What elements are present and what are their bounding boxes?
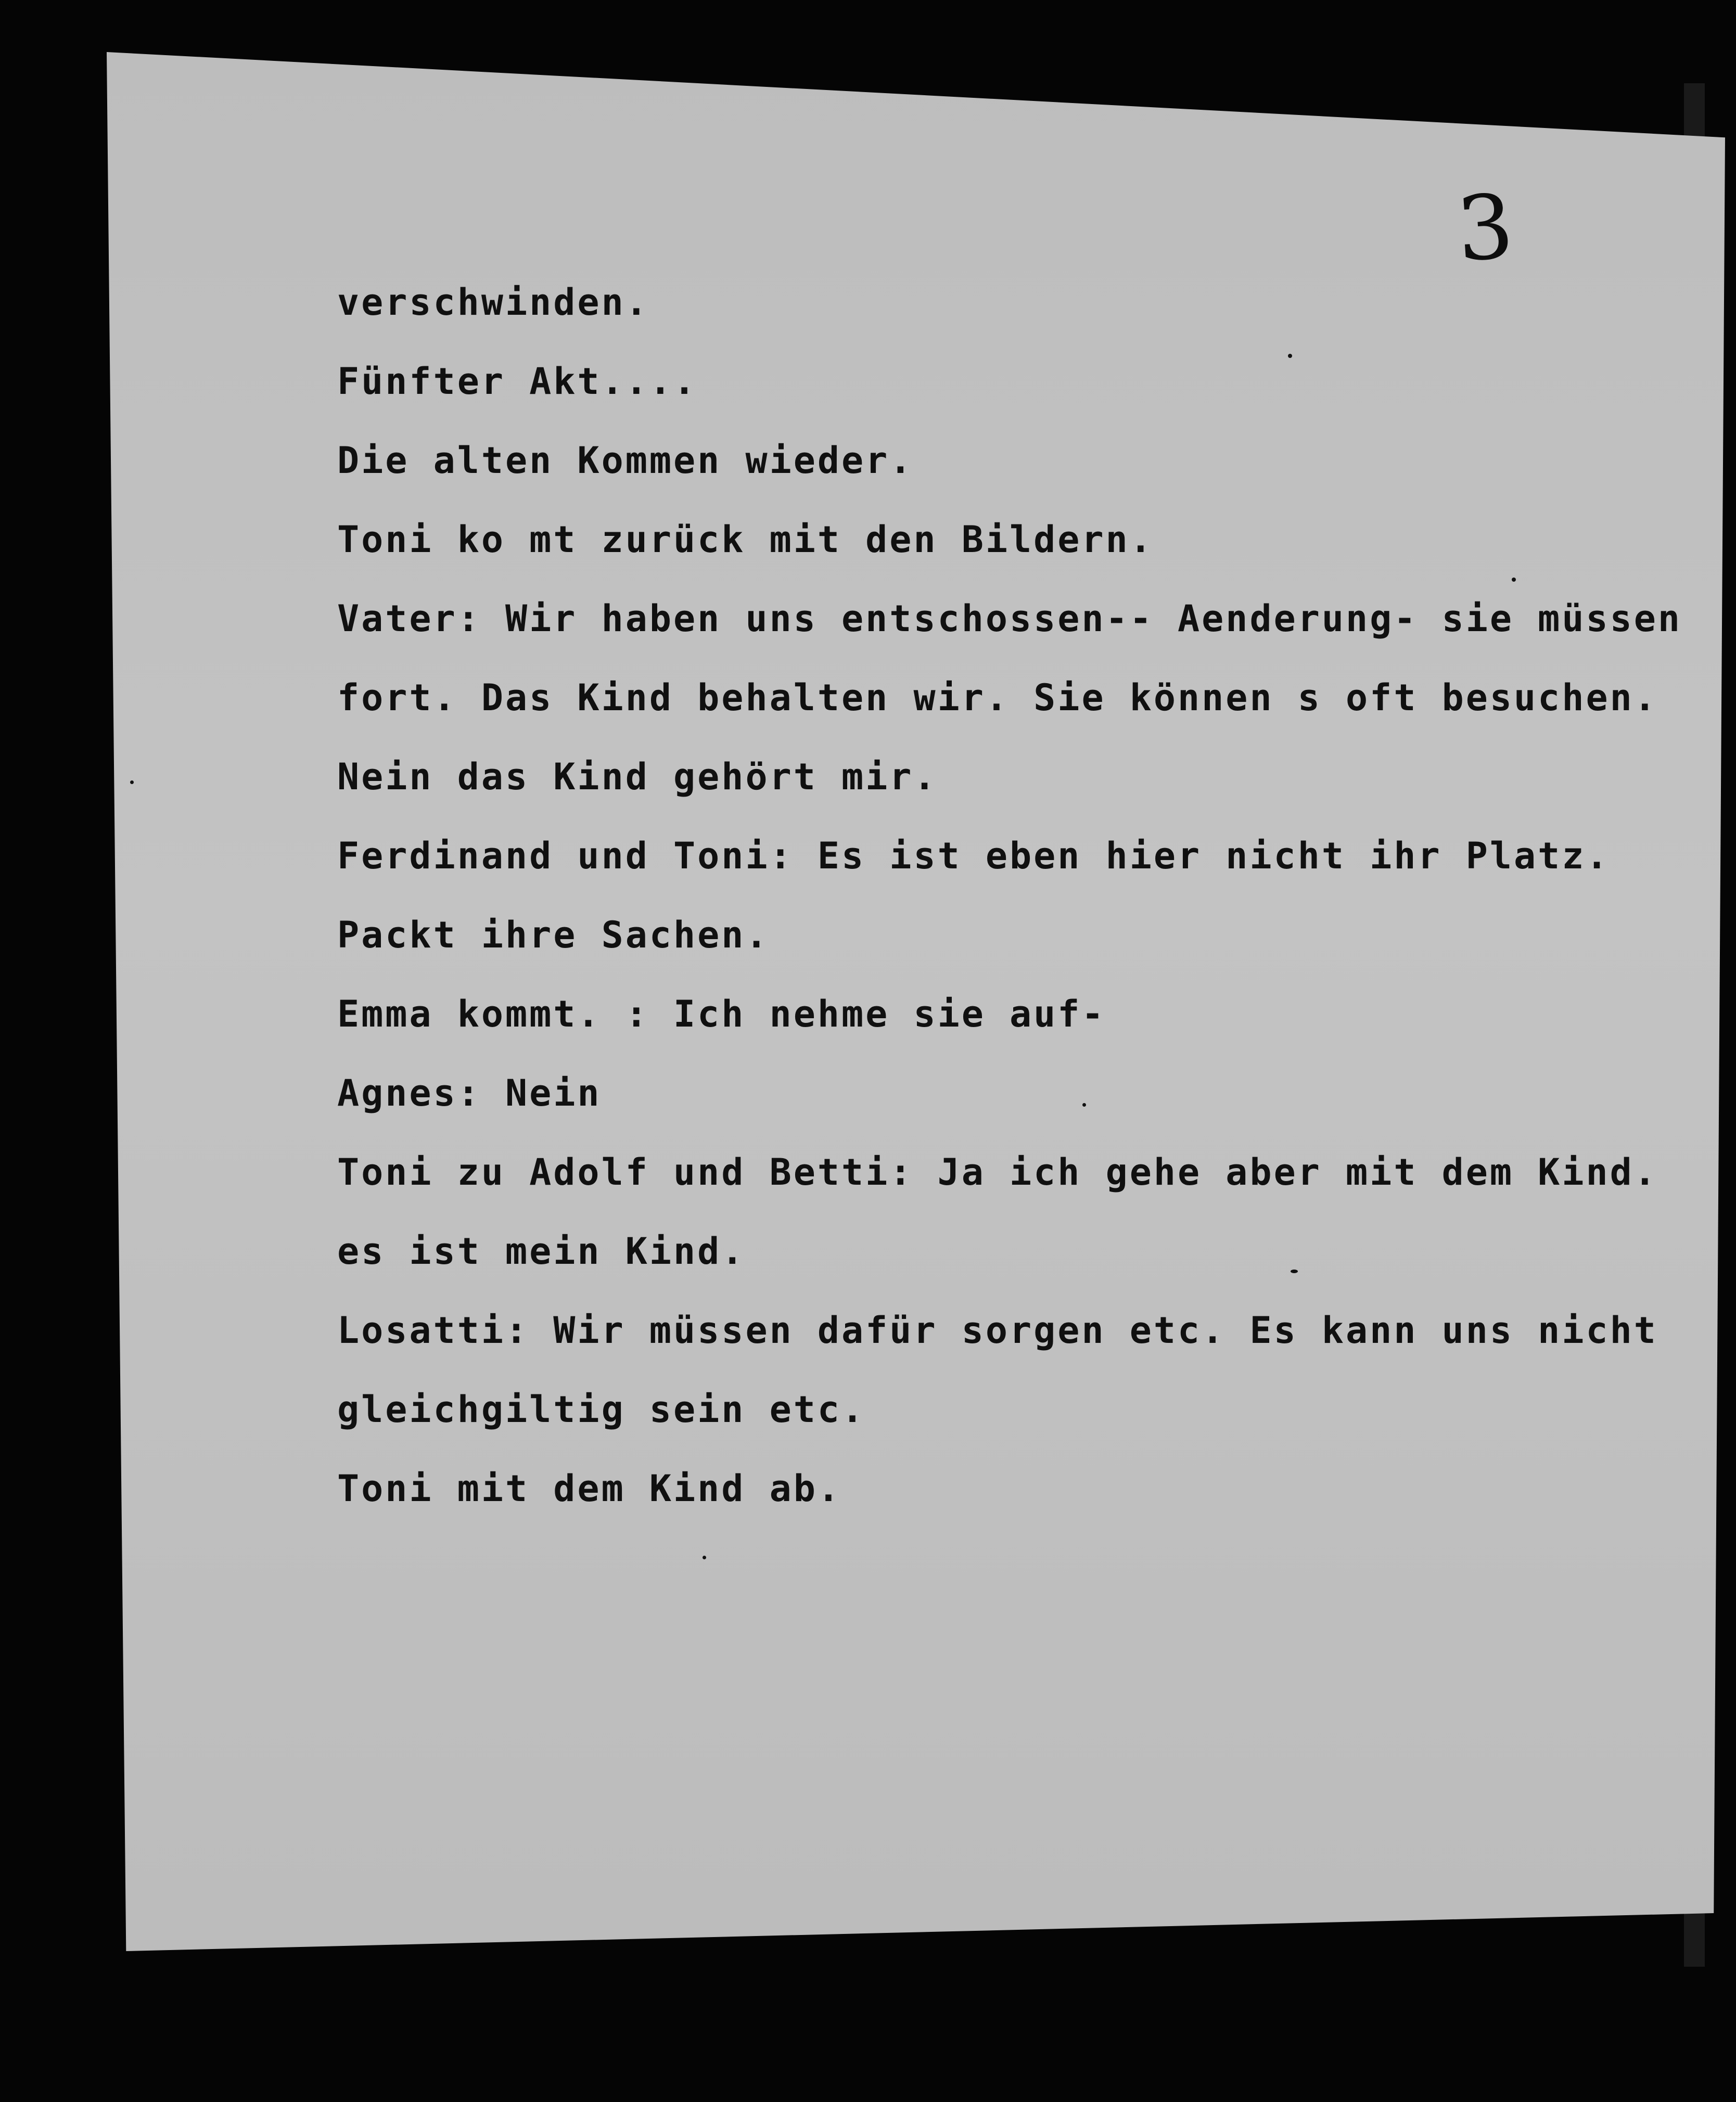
text-line: Toni mit dem Kind ab. xyxy=(337,1467,842,1510)
text-line: Fünfter Akt.... xyxy=(337,360,698,403)
ink-speck xyxy=(1512,578,1516,582)
text-line: gleichgiltig sein etc. xyxy=(337,1388,866,1431)
text-line: Emma kommt. : Ich nehme sie auf- xyxy=(337,993,1106,1035)
text-line: Agnes: Nein xyxy=(337,1072,602,1114)
ink-speck xyxy=(130,780,134,784)
text-line: Die alten Kommen wieder. xyxy=(337,439,914,482)
text-line: Packt ihre Sachen. xyxy=(337,914,770,956)
text-line: Losatti: Wir müssen dafür sorgen etc. Es kann uns nicht xyxy=(337,1309,1658,1352)
text-line: es ist mein Kind. xyxy=(337,1230,746,1273)
page-number: 3 xyxy=(1453,175,1517,282)
text-line: Vater: Wir haben uns entschossen-- Aenderung- sie müssen xyxy=(337,597,1682,640)
ink-speck xyxy=(1291,1270,1298,1273)
text-line: verschwinden. xyxy=(337,281,649,324)
text-line: Toni zu Adolf und Betti: Ja ich gehe aber mit dem Kind. xyxy=(337,1151,1658,1194)
ink-speck xyxy=(703,1556,706,1559)
text-line: Ferdinand und Toni: Es ist eben hier nicht ihr Platz. xyxy=(337,835,1610,877)
ink-speck xyxy=(1288,354,1292,358)
ink-speck xyxy=(1082,1103,1086,1107)
text-line: Toni ko mt zurück mit den Bildern. xyxy=(337,518,1154,561)
text-line: fort. Das Kind behalten wir. Sie können s oft besuchen. xyxy=(337,676,1658,719)
text-line: Nein das Kind gehört mir. xyxy=(337,755,938,798)
typed-text-block xyxy=(337,263,1701,1528)
